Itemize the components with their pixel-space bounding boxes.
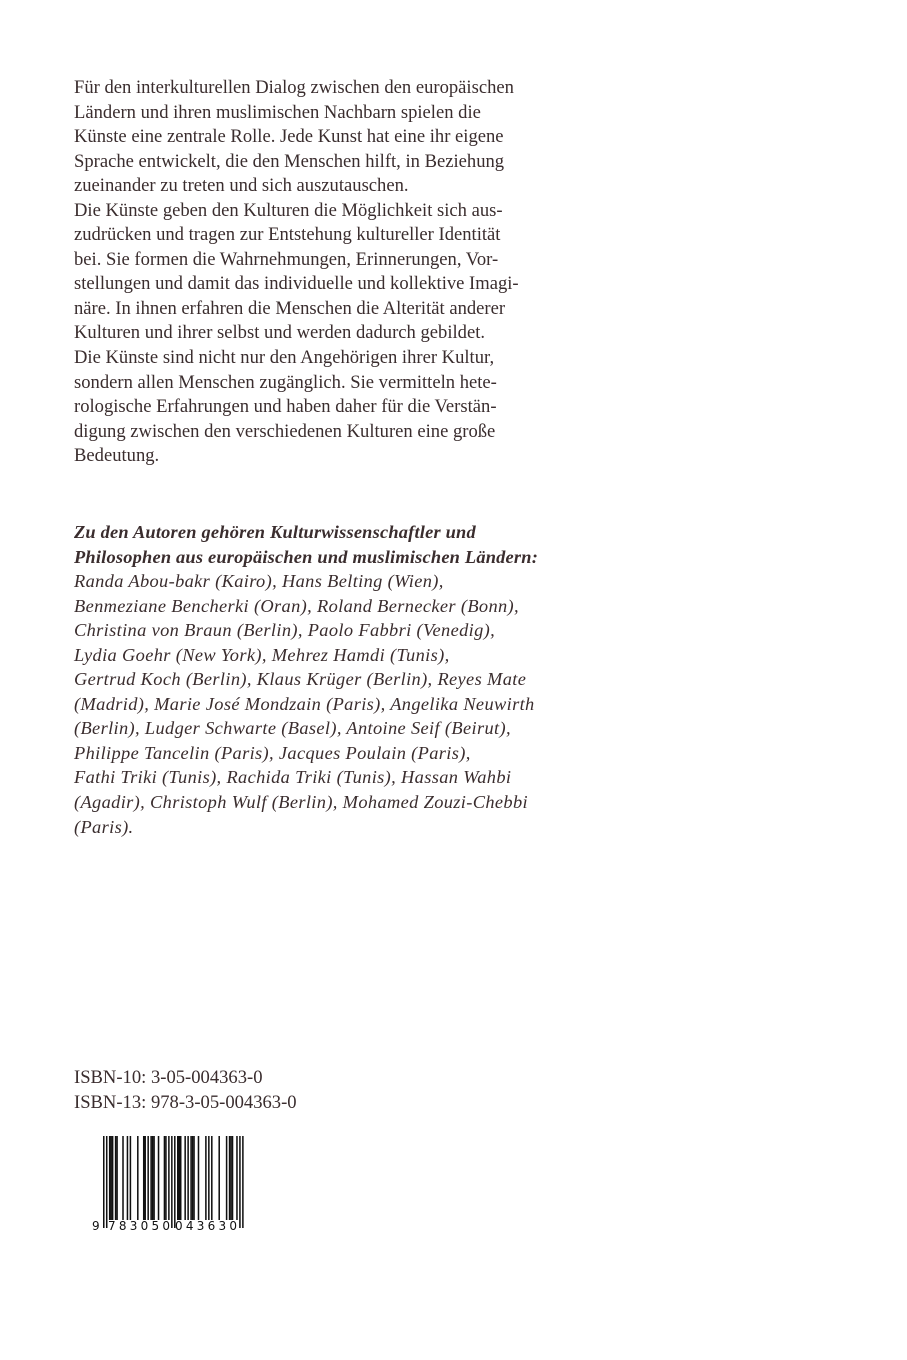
barcode-bar bbox=[127, 1136, 129, 1220]
text-line: Die Künste geben den Kulturen die Möglichkeit sich aus- bbox=[74, 199, 503, 221]
barcode-bar bbox=[110, 1136, 112, 1220]
barcode-bar bbox=[137, 1136, 139, 1220]
text-line: Philippe Tancelin (Paris), Jacques Poulain (Paris), bbox=[74, 742, 471, 763]
text-line: zueinander zu treten und sich auszutauschen. bbox=[74, 175, 409, 197]
barcode-bar bbox=[122, 1136, 124, 1220]
description-text bbox=[74, 76, 544, 469]
barcode-bar bbox=[152, 1136, 154, 1220]
barcode-bar bbox=[144, 1136, 146, 1220]
barcode-bar bbox=[236, 1136, 238, 1220]
text-line: (Berlin), Ludger Schwarte (Basel), Antoine Seif (Beirut), bbox=[74, 718, 511, 739]
text-line: näre. In ihnen erfahren die Menschen die Alterität anderer bbox=[74, 297, 506, 319]
text-line: Lydia Goehr (New York), Mehrez Hamdi (Tunis), bbox=[74, 644, 450, 665]
isbn-block bbox=[74, 1066, 297, 1115]
barcode-bar bbox=[239, 1136, 241, 1228]
barcode-bar bbox=[190, 1136, 192, 1220]
text-line: zudrücken und tragen zur Entstehung kultureller Identität bbox=[74, 224, 501, 246]
text-line: Kulturen und ihrer selbst und werden dadurch gebildet. bbox=[74, 322, 486, 344]
barcode-bar bbox=[187, 1136, 189, 1220]
text-line: Künste eine zentrale Rolle. Jede Kunst hat eine ihr eigene bbox=[74, 126, 504, 148]
barcode-bar bbox=[177, 1136, 179, 1220]
text-line: Gertrud Koch (Berlin), Klaus Krüger (Berlin), Reyes Mate bbox=[74, 669, 527, 690]
isbn-13: ISBN-13: 978-3-05-004363-0 bbox=[74, 1091, 297, 1113]
barcode-bar bbox=[198, 1136, 200, 1220]
text-line: Fathi Triki (Tunis), Rachida Triki (Tunis), Hassan Wahbi bbox=[74, 767, 512, 788]
barcode-bar bbox=[242, 1136, 244, 1228]
barcode-bar bbox=[143, 1136, 145, 1220]
barcode-bar bbox=[164, 1136, 166, 1220]
barcode-bar bbox=[109, 1136, 111, 1220]
barcode-bar bbox=[130, 1136, 132, 1220]
barcode-bar bbox=[230, 1136, 232, 1220]
barcode-bar bbox=[211, 1136, 213, 1220]
barcode-left-digits: 783050 bbox=[108, 1219, 170, 1233]
authors-text bbox=[74, 520, 544, 839]
barcode-bar bbox=[147, 1136, 149, 1220]
text-line: (Madrid), Marie José Mondzain (Paris), Angelika Neuwirth bbox=[74, 693, 535, 714]
barcode-bar bbox=[168, 1136, 170, 1220]
barcode-bar bbox=[112, 1136, 114, 1220]
barcode-bar bbox=[150, 1136, 152, 1220]
barcode-bar bbox=[178, 1136, 180, 1220]
text-line: (Agadir), Christoph Wulf (Berlin), Mohamed Zouzi-Chebbi bbox=[74, 792, 528, 813]
barcode-bar bbox=[165, 1136, 167, 1220]
text-line: bei. Sie formen die Wahrnehmungen, Erinnerungen, Vor- bbox=[74, 248, 499, 270]
barcode-bar bbox=[153, 1136, 155, 1220]
text-line: stellungen und damit das individuelle und kollektive Imagi- bbox=[74, 273, 519, 295]
barcode-bar bbox=[106, 1136, 108, 1228]
text-line: Ländern und ihren muslimischen Nachbarn spielen die bbox=[74, 101, 481, 123]
barcode-bar bbox=[229, 1136, 231, 1220]
barcode bbox=[88, 1134, 248, 1234]
text-line: Randa Abou-bakr (Kairo), Hans Belting (Wien), bbox=[74, 571, 444, 592]
barcode-bar bbox=[174, 1136, 176, 1228]
barcode-bar bbox=[205, 1136, 207, 1220]
text-line: Christina von Braun (Berlin), Paolo Fabbri (Venedig), bbox=[74, 620, 496, 641]
barcode-bar bbox=[116, 1136, 118, 1220]
barcode-first-digit: 9 bbox=[92, 1219, 100, 1233]
text-line: (Paris). bbox=[74, 816, 134, 837]
text-line: Bedeutung. bbox=[74, 445, 160, 467]
barcode-bars bbox=[103, 1136, 244, 1228]
barcode-bar bbox=[226, 1136, 228, 1220]
text-line: Benmeziane Bencherki (Oran), Roland Bernecker (Bonn), bbox=[74, 595, 519, 616]
barcode-bar bbox=[115, 1136, 117, 1220]
barcode-bar bbox=[180, 1136, 182, 1220]
barcode-bar bbox=[192, 1136, 194, 1220]
barcode-bar bbox=[184, 1136, 186, 1220]
barcode-right-digits: 043630 bbox=[175, 1219, 237, 1233]
isbn-10: ISBN-10: 3-05-004363-0 bbox=[74, 1067, 263, 1088]
barcode-bar bbox=[208, 1136, 210, 1220]
barcode-bar bbox=[171, 1136, 173, 1228]
text-line: sondern allen Menschen zugänglich. Sie vermitteln hete- bbox=[74, 371, 497, 393]
barcode-bar bbox=[193, 1136, 195, 1220]
text-line: Sprache entwickelt, die den Menschen hilft, in Beziehung bbox=[74, 150, 505, 172]
barcode-bar bbox=[158, 1136, 160, 1220]
text-line: rologische Erfahrungen und haben daher für die Verstän- bbox=[74, 396, 497, 418]
text-line: digung zwischen den verschiedenen Kulturen eine große bbox=[74, 420, 496, 442]
text-line: Zu den Autoren gehören Kulturwissenschaftler und bbox=[74, 522, 476, 542]
text-line: Die Künste sind nicht nur den Angehörigen ihrer Kultur, bbox=[74, 347, 495, 369]
text-line: Für den interkulturellen Dialog zwischen den europäischen bbox=[74, 77, 514, 98]
text-line: Philosophen aus europäischen und muslimischen Ländern: bbox=[74, 546, 539, 567]
barcode-bar bbox=[218, 1136, 220, 1220]
barcode-bar bbox=[103, 1136, 105, 1228]
barcode-bar bbox=[232, 1136, 234, 1220]
